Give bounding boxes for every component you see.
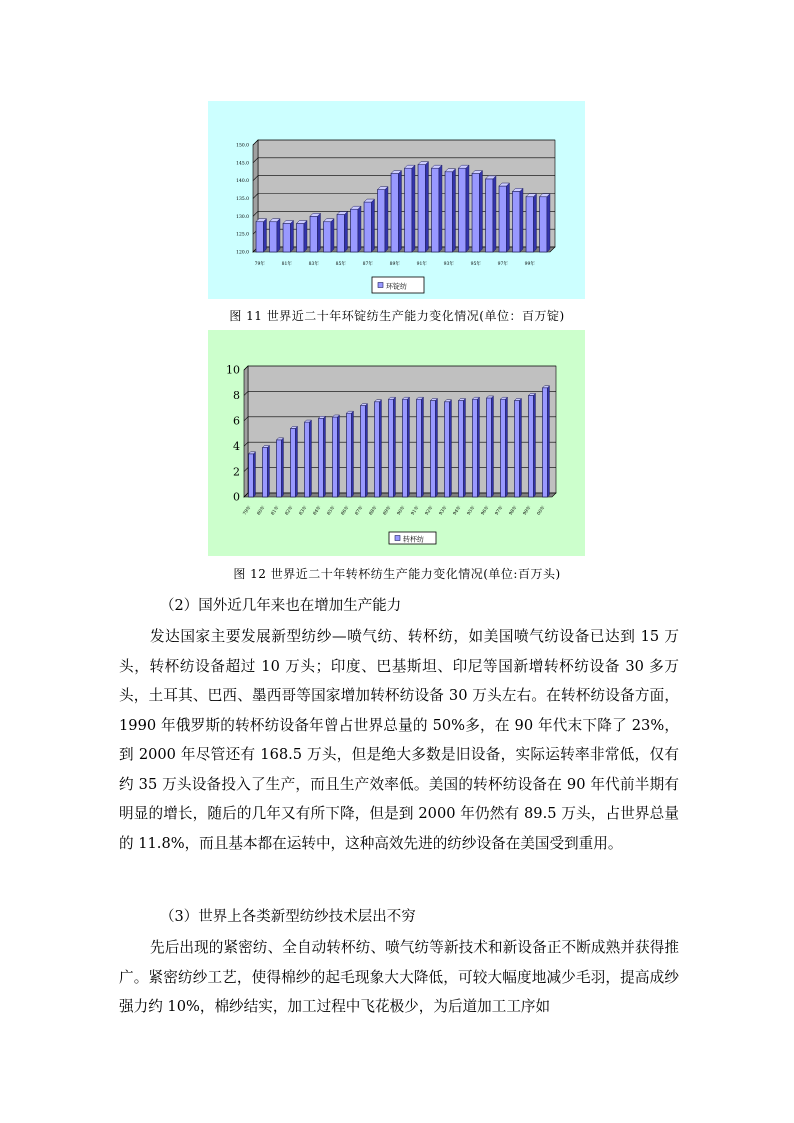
x-tick-label: 85年: [326, 505, 337, 517]
bar: [375, 400, 382, 497]
bar: [283, 220, 293, 252]
bar-front: [324, 222, 331, 252]
bar-front: [540, 197, 547, 252]
bar-front: [291, 428, 296, 497]
bar-side: [385, 187, 388, 252]
bar-front: [319, 418, 324, 497]
bar-front: [459, 168, 466, 252]
bar-side: [309, 420, 311, 497]
bar-front: [472, 174, 479, 252]
x-tick-label: 86年: [340, 505, 351, 517]
x-tick-label: 97年: [497, 262, 508, 267]
bar-side: [365, 404, 367, 497]
bar-front: [431, 400, 436, 497]
bar-side: [520, 188, 523, 252]
bar-side: [547, 386, 549, 497]
bar-front: [305, 422, 310, 497]
bar-side: [331, 219, 334, 252]
x-tick-label: 00年: [536, 505, 547, 517]
bar-front: [256, 222, 263, 252]
bar-side: [281, 438, 283, 497]
x-tick-label: 96年: [480, 505, 491, 517]
bar-front: [526, 197, 533, 252]
x-tick-label: 99年: [524, 262, 535, 267]
bar-front: [351, 209, 358, 252]
x-tick-label: 92年: [424, 505, 435, 517]
x-tick-label: 95年: [470, 262, 481, 267]
bar-side: [449, 400, 451, 497]
bar-front: [277, 440, 282, 497]
legend-swatch: [395, 536, 400, 541]
y-tick-label: 120.0: [236, 250, 249, 256]
bar: [432, 165, 442, 252]
bar: [540, 194, 550, 252]
x-tick-label: 97年: [494, 505, 505, 517]
bar-side: [351, 411, 353, 497]
bar: [417, 397, 424, 497]
chart-legend: [389, 532, 436, 544]
bar: [389, 397, 396, 497]
bar-front: [432, 168, 439, 252]
bar-side: [439, 165, 442, 252]
figure-11-ring-spinning-chart: [208, 101, 585, 299]
x-tick-label: 91年: [410, 505, 421, 517]
x-tick-label: 79年: [254, 262, 265, 267]
bar-front: [513, 191, 520, 252]
bar-front: [297, 223, 304, 252]
x-tick-label: 80年: [256, 505, 267, 517]
figure-11-caption: 图 11 世界近二十年环锭纺生产能力变化情况(单位：百万锭): [229, 309, 565, 323]
bar-side: [379, 400, 381, 497]
bar-side: [323, 416, 325, 497]
bar: [515, 398, 522, 497]
bar: [501, 397, 508, 497]
bar-front: [501, 399, 506, 497]
chart-svg: [208, 101, 585, 299]
bar-side: [435, 398, 437, 497]
x-tick-label: 91年: [416, 262, 427, 267]
bar-front: [403, 399, 408, 497]
bar-side: [317, 213, 320, 252]
bar: [431, 398, 438, 497]
bar: [337, 212, 347, 252]
x-tick-label: 84年: [312, 505, 323, 517]
bar-side: [425, 162, 428, 252]
bar-side: [393, 397, 395, 497]
section-paragraph-3: 先后出现的紧密纺、全自动转杯纺、喷气纺等新技术和新设备正不断成熟并获得推广。紧密纺纱工艺，使得棉纱的起毛现象大大降低，可较大幅度地减少毛羽，提高成纱强力约 10%，棉纱结实，加工过程中飞花极少，为后道加工工序如: [119, 939, 679, 1015]
bar: [249, 452, 256, 497]
bar-front: [543, 388, 548, 497]
bar-side: [337, 415, 339, 497]
bar: [543, 386, 550, 497]
bar-front: [378, 190, 385, 252]
bar-front: [418, 165, 425, 252]
bar: [445, 169, 455, 252]
bar: [445, 400, 452, 497]
bar-side: [519, 398, 521, 497]
y-tick-label: 2: [233, 465, 240, 479]
x-tick-label: 81年: [281, 262, 292, 267]
bar: [324, 219, 334, 252]
bar: [487, 396, 494, 497]
bar: [459, 165, 469, 252]
legend-swatch: [378, 283, 383, 288]
bar-side: [533, 393, 535, 497]
bar: [310, 213, 320, 252]
bar-side: [452, 169, 455, 252]
bar-front: [487, 398, 492, 497]
bar-front: [391, 174, 398, 252]
bar: [378, 187, 388, 252]
x-tick-label: 95年: [466, 505, 477, 517]
y-tick-label: 4: [233, 439, 240, 453]
bar-front: [283, 223, 290, 252]
y-tick-label: 0: [233, 490, 240, 504]
bar-side: [466, 165, 469, 252]
bar-front: [364, 202, 371, 252]
bar: [499, 183, 509, 252]
bar: [472, 171, 482, 252]
section-paragraph-2: 发达国家主要发展新型纺纱—喷气纺、转杯纺，如美国喷气纺设备已达到 15 万头，转杯纺设备超过 10 万头；印度、巴基斯坦、印尼等国新增转杯纺设备 30 多万头，土耳其、巴西、墨西哥等国家增加转杯纺设备 30 万头左右。在转杯纺设备方面，1990 年俄罗斯的转杯纺设备年曾占世界总量的 50%多，在 90 年代末下降了 23%，到 2000 年尽管还有 168.5 万头，但是绝大多数是旧设备，实际运转率非常低，仅有约 35 万头设备投入了生产，而且生产效率低。美国的转杯纺设备在 90 年代前半期有明显的增长，随后的几年又有所下降，但是到 2000 年仍然有 89.5 万头，占世界总量的 11.8%，而且基本都在运转中，这种高效先进的纺纱设备在美国受到重用。: [119, 628, 679, 852]
bar-front: [249, 454, 254, 497]
bar: [297, 220, 307, 252]
bar: [319, 416, 326, 497]
bar: [305, 420, 312, 497]
bar-side: [267, 445, 269, 497]
bar-side: [547, 194, 550, 252]
bar: [256, 219, 266, 252]
bar-side: [295, 426, 297, 497]
x-tick-label: 79年: [242, 505, 253, 517]
section-heading-3: （3）世界上各类新型纺纱技术层出不穷: [160, 909, 416, 925]
y-tick-label: 8: [233, 389, 240, 403]
y-tick-label: 145.0: [236, 161, 249, 167]
bar: [361, 404, 368, 497]
bar-front: [375, 402, 380, 497]
x-tick-label: 99年: [522, 505, 533, 517]
figure-12-rotor-spinning-chart: [208, 330, 585, 556]
x-tick-label: 93年: [438, 505, 449, 517]
bar-front: [529, 395, 534, 497]
x-tick-label: 89年: [382, 505, 393, 517]
bar-front: [361, 406, 366, 497]
bar-side: [463, 398, 465, 497]
x-tick-label: 83年: [298, 505, 309, 517]
bar-side: [253, 452, 255, 497]
legend-label: 转杯纺: [403, 535, 424, 544]
bar-side: [412, 165, 415, 252]
bar: [403, 397, 410, 497]
bar: [473, 397, 480, 497]
x-tick-label: 82年: [284, 505, 295, 517]
bar: [270, 219, 280, 252]
x-tick-label: 81年: [270, 505, 281, 517]
bar-side: [290, 220, 293, 252]
legend-label: 环锭纺: [386, 282, 407, 291]
y-tick-label: 150.0: [236, 143, 249, 149]
x-tick-label: 93年: [443, 262, 454, 267]
bar-front: [389, 399, 394, 497]
bar-side: [477, 397, 479, 497]
chart-svg: [208, 330, 585, 556]
x-tick-label: 88年: [368, 505, 379, 517]
bar-front: [417, 399, 422, 497]
x-tick-label: 87年: [362, 262, 373, 267]
bar: [347, 411, 354, 497]
bar-front: [347, 413, 352, 497]
y-tick-label: 135.0: [236, 197, 249, 202]
bar: [291, 426, 298, 497]
bar-front: [270, 222, 277, 252]
bar: [459, 398, 466, 497]
bar-side: [398, 171, 401, 252]
bar-front: [310, 216, 317, 252]
bar-side: [407, 397, 409, 497]
chart-legend: [372, 277, 424, 293]
bar: [364, 199, 374, 252]
x-tick-label: 98年: [508, 505, 519, 517]
y-tick-label: 6: [233, 414, 240, 428]
section-heading-2: （2）国外近几年来也在增加生产能力: [160, 598, 402, 614]
figure-12-caption: 图 12 世界近二十年转杯纺生产能力变化情况(单位:百万头): [233, 567, 561, 581]
bar-side: [493, 176, 496, 252]
bar: [405, 165, 415, 252]
bar-side: [506, 183, 509, 252]
y-tick-label: 130.0: [236, 214, 249, 220]
bar: [418, 162, 428, 252]
bar: [277, 438, 284, 497]
bar-front: [337, 215, 344, 252]
x-tick-label: 83年: [308, 262, 319, 267]
x-tick-label: 94年: [452, 505, 463, 517]
x-tick-label: 87年: [354, 505, 365, 517]
bar-front: [515, 400, 520, 497]
bar: [263, 445, 270, 497]
plot-side-wall: [244, 366, 248, 497]
bar-front: [486, 179, 493, 252]
bar-side: [371, 199, 374, 252]
bar-front: [405, 168, 412, 252]
bar-side: [277, 219, 280, 252]
bar-front: [445, 172, 452, 252]
bar-front: [499, 186, 506, 252]
y-tick-label: 125.0: [236, 232, 249, 238]
bar: [529, 393, 536, 497]
bar: [526, 194, 536, 252]
bar-front: [445, 402, 450, 497]
bar-front: [333, 417, 338, 497]
bar: [333, 415, 340, 497]
bar-side: [358, 206, 361, 252]
bar-side: [263, 219, 266, 252]
bar-side: [491, 396, 493, 497]
bar-front: [459, 400, 464, 497]
bar-side: [505, 397, 507, 497]
x-tick-label: 90年: [396, 505, 407, 517]
bar-side: [344, 212, 347, 252]
bar-side: [421, 397, 423, 497]
bar-front: [263, 447, 268, 497]
x-tick-label: 89年: [389, 262, 400, 267]
bar: [486, 176, 496, 252]
bar: [391, 171, 401, 252]
bar-side: [479, 171, 482, 252]
bar-side: [533, 194, 536, 252]
bar: [513, 188, 523, 252]
bar-side: [304, 220, 307, 252]
x-tick-label: 85年: [335, 262, 346, 267]
bar-front: [473, 399, 478, 497]
y-tick-label: 10: [226, 363, 240, 377]
bar: [351, 206, 361, 252]
y-tick-label: 140.0: [236, 179, 249, 185]
